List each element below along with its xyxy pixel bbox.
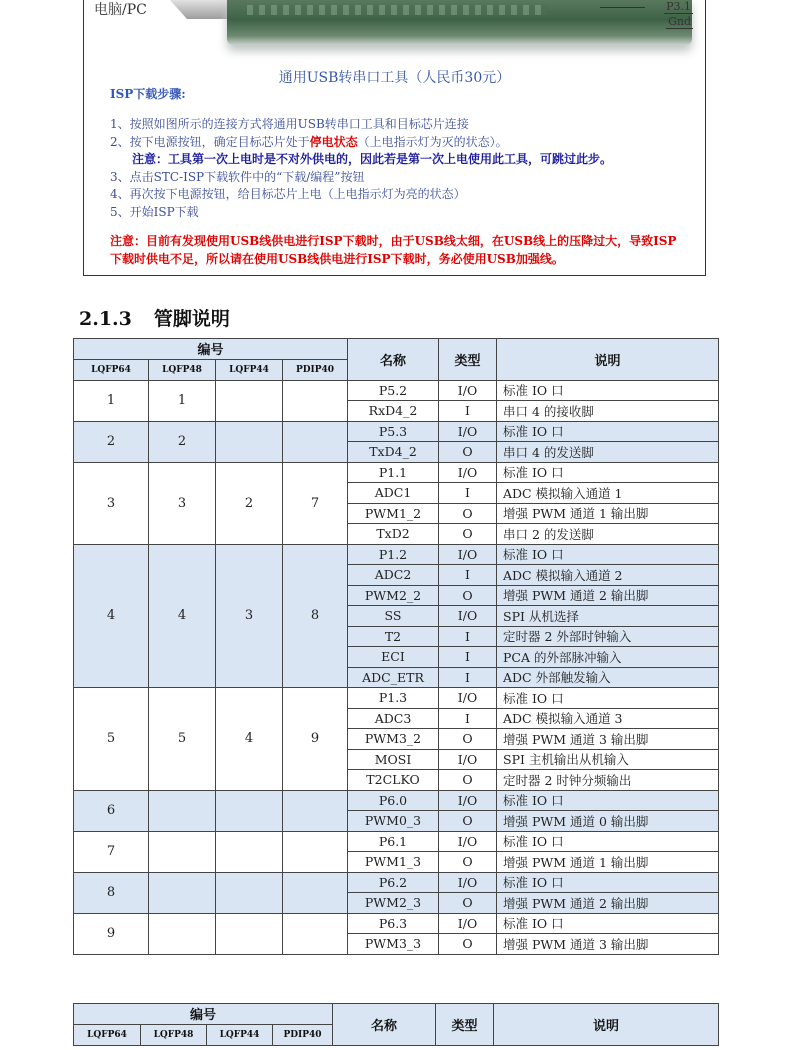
pin-connector-line <box>600 7 645 8</box>
pin-name: PWM1_3 <box>348 852 439 873</box>
pin-description: 增强 PWM 通道 2 输出脚 <box>497 585 719 606</box>
pin-name: ADC_ETR <box>348 667 439 688</box>
pin-number-lqfp44: 2 <box>216 462 283 544</box>
pin-type: I/O <box>439 421 497 442</box>
step-1: 1、按照如图所示的连接方式将通用USB转串口工具和目标芯片连接 <box>110 117 469 131</box>
pin-number-lqfp44: 3 <box>216 544 283 688</box>
pin-name: RxD4_2 <box>348 401 439 422</box>
pin-number-lqfp48 <box>149 831 216 872</box>
pin-type: O <box>439 934 497 955</box>
table-row <box>74 462 719 483</box>
pin-type: I <box>439 708 497 729</box>
pin-name: SS <box>348 606 439 627</box>
pin-description: 增强 PWM 通道 3 输出脚 <box>497 729 719 750</box>
pin-number-pdip40 <box>283 790 348 831</box>
pin-description: 定时器 2 外部时钟输入 <box>497 626 719 647</box>
step-2: 2、按下电源按钮，确定目标芯片处于停电状态（上电指示灯为灭的状态）。 <box>110 134 508 149</box>
pin-type: I/O <box>439 913 497 934</box>
pin-description: ADC 外部触发输入 <box>497 667 719 688</box>
pin-number-pdip40: 7 <box>283 462 348 544</box>
step-2-note: 注意：工具第一次上电时是不对外供电的，因此若是第一次上电使用此工具，可跳过此步。 <box>132 152 613 166</box>
pin-name: TxD4_2 <box>348 442 439 463</box>
pin-name: PWM3_3 <box>348 934 439 955</box>
pin-table-body <box>74 380 719 954</box>
pin-type: I <box>439 565 497 586</box>
pin-number-lqfp44 <box>216 790 283 831</box>
pin-description: 标准 IO 口 <box>497 790 719 811</box>
pin-description: ADC 模拟输入通道 3 <box>497 708 719 729</box>
pin-number-lqfp44 <box>216 913 283 954</box>
pin-name: PWM0_3 <box>348 811 439 832</box>
header2-lqfp64: LQFP64 <box>74 1024 141 1045</box>
pin-description: 串口 2 的发送脚 <box>497 524 719 545</box>
header-lqfp48: LQFP48 <box>149 359 216 380</box>
pin-name: ADC2 <box>348 565 439 586</box>
pin-description: 增强 PWM 通道 1 输出脚 <box>497 852 719 873</box>
header2-description: 说明 <box>494 1004 719 1046</box>
pin-type: I <box>439 483 497 504</box>
pin-description: 标准 IO 口 <box>497 913 719 934</box>
pin-number-lqfp64: 3 <box>74 462 149 544</box>
pin-number-lqfp64: 4 <box>74 544 149 688</box>
pin-number-lqfp44 <box>216 831 283 872</box>
header2-lqfp48: LQFP48 <box>141 1024 207 1045</box>
pin-description: 增强 PWM 通道 3 输出脚 <box>497 934 719 955</box>
pin-type: I <box>439 667 497 688</box>
pin-number-pdip40 <box>283 872 348 913</box>
pin-number-lqfp64: 8 <box>74 872 149 913</box>
pin-number-lqfp44 <box>216 421 283 462</box>
table-row <box>74 790 719 811</box>
pin-description: 标准 IO 口 <box>497 380 719 401</box>
pin-name: P5.2 <box>348 380 439 401</box>
pin-description: ADC 模拟输入通道 2 <box>497 565 719 586</box>
header-group-number: 编号 <box>74 339 348 360</box>
pin-description: 标准 IO 口 <box>497 688 719 709</box>
header-lqfp64: LQFP64 <box>74 359 149 380</box>
pin-type: I/O <box>439 544 497 565</box>
pin-type: O <box>439 852 497 873</box>
pin-number-pdip40 <box>283 831 348 872</box>
pin-description: SPI 主机输出从机输入 <box>497 749 719 770</box>
pin-type: I/O <box>439 831 497 852</box>
pin-description: 标准 IO 口 <box>497 462 719 483</box>
isp-steps <box>110 116 612 221</box>
pin-type: O <box>439 524 497 545</box>
pin-type: I/O <box>439 380 497 401</box>
pin-number-lqfp48 <box>149 790 216 831</box>
section-title: 管脚说明 <box>153 308 230 330</box>
usb-tool-photo <box>84 0 705 57</box>
pin-number-pdip40 <box>283 380 348 421</box>
pin-type: I/O <box>439 790 497 811</box>
pin-description: 定时器 2 时钟分频输出 <box>497 770 719 791</box>
pin-number-lqfp48 <box>149 872 216 913</box>
pin-number-pdip40 <box>283 913 348 954</box>
pin-number-lqfp64: 9 <box>74 913 149 954</box>
header-pdip40: PDIP40 <box>283 359 348 380</box>
pin-name: P5.3 <box>348 421 439 442</box>
pin-number-lqfp64: 2 <box>74 421 149 462</box>
table-row <box>74 688 719 709</box>
pin-description: 串口 4 的发送脚 <box>497 442 719 463</box>
header-type: 类型 <box>439 339 497 381</box>
table-row <box>74 380 719 401</box>
pin-number-pdip40: 9 <box>283 688 348 791</box>
pin-gnd-label: Gnd <box>668 15 691 28</box>
pin-p31-label: P3.1 <box>666 0 691 13</box>
table-row <box>74 913 719 934</box>
header2-pdip40: PDIP40 <box>273 1024 333 1045</box>
step-4: 4、再次按下电源按钮，给目标芯片上电（上电指示灯为亮的状态） <box>110 187 466 201</box>
pin-number-lqfp64: 1 <box>74 380 149 421</box>
pin-number-lqfp48: 5 <box>149 688 216 791</box>
pin-type: I/O <box>439 688 497 709</box>
pin-description: 增强 PWM 通道 2 输出脚 <box>497 893 719 914</box>
header-name: 名称 <box>348 339 439 381</box>
pin-number-pdip40 <box>283 421 348 462</box>
pin-name: P1.2 <box>348 544 439 565</box>
pin-name: ADC1 <box>348 483 439 504</box>
pin-number-lqfp44 <box>216 872 283 913</box>
pin-name: PWM3_2 <box>348 729 439 750</box>
pin-description: 标准 IO 口 <box>497 831 719 852</box>
pin-name: P6.2 <box>348 872 439 893</box>
pin-type: I/O <box>439 606 497 627</box>
pin-type: O <box>439 811 497 832</box>
pin-name: TxD2 <box>348 524 439 545</box>
pin-type: O <box>439 585 497 606</box>
step-3: 3、点击STC-ISP下载软件中的“下载/编程”按钮 <box>110 169 365 184</box>
header2-name: 名称 <box>333 1004 436 1046</box>
section-heading <box>79 304 230 331</box>
table-row <box>74 872 719 893</box>
usb-power-warning: 注意：目前有发现使用USB线供电进行ISP下载时，由于USB线太细，在USB线上的压降过大，导致ISP 下载时供电不足，所以请在使用USB线供电进行ISP下载时，务必使用USB加强线。 <box>110 234 677 266</box>
pin-type: I <box>439 401 497 422</box>
pin-number-lqfp64: 7 <box>74 831 149 872</box>
pin-number-lqfp48: 1 <box>149 380 216 421</box>
pin-description: 标准 IO 口 <box>497 544 719 565</box>
pin-type: I <box>439 626 497 647</box>
pin-number-lqfp44: 4 <box>216 688 283 791</box>
tool-caption: 通用USB转串口工具（人民币30元） <box>278 70 511 86</box>
pin-name: PWM1_2 <box>348 503 439 524</box>
table-row <box>74 544 719 565</box>
pin-type: I <box>439 647 497 668</box>
pin-type: I/O <box>439 749 497 770</box>
header2-group-number: 编号 <box>74 1004 333 1025</box>
pin-type: O <box>439 770 497 791</box>
pin-name: PWM2_2 <box>348 585 439 606</box>
pin-type: O <box>439 442 497 463</box>
pin-name: P6.0 <box>348 790 439 811</box>
pc-label: 电脑/PC <box>94 2 147 18</box>
pin-description: 增强 PWM 通道 0 输出脚 <box>497 811 719 832</box>
pin-table-continued-header <box>73 1003 719 1046</box>
pin-name: P1.3 <box>348 688 439 709</box>
pin-number-lqfp48: 3 <box>149 462 216 544</box>
pin-description: SPI 从机选择 <box>497 606 719 627</box>
pin-type: I/O <box>439 872 497 893</box>
pin-name: T2CLKO <box>348 770 439 791</box>
pin-number-lqfp48: 4 <box>149 544 216 688</box>
pin-number-lqfp44 <box>216 380 283 421</box>
header-lqfp44: LQFP44 <box>216 359 283 380</box>
pin-name: P1.1 <box>348 462 439 483</box>
section-number: 2.1.3 <box>79 308 132 330</box>
power-off-highlight: 停电状态 <box>309 134 358 149</box>
pin-name: P6.1 <box>348 831 439 852</box>
pin-name: P6.3 <box>348 913 439 934</box>
pin-description: 串口 4 的接收脚 <box>497 401 719 422</box>
pin-description-table <box>73 338 719 955</box>
pin-name: PWM2_3 <box>348 893 439 914</box>
pin-type: O <box>439 729 497 750</box>
isp-download-box <box>83 0 706 276</box>
header2-lqfp44: LQFP44 <box>207 1024 273 1045</box>
pin-name: ECI <box>348 647 439 668</box>
header-description: 说明 <box>497 339 719 381</box>
pin-name: T2 <box>348 626 439 647</box>
pin-description: PCA 的外部脉冲输入 <box>497 647 719 668</box>
header2-type: 类型 <box>436 1004 494 1046</box>
pin-description: ADC 模拟输入通道 1 <box>497 483 719 504</box>
pin-type: I/O <box>439 462 497 483</box>
step-5: 5、开始ISP下载 <box>110 204 199 219</box>
pin-number-lqfp64: 6 <box>74 790 149 831</box>
pin-number-lqfp48 <box>149 913 216 954</box>
pin-description: 增强 PWM 通道 1 输出脚 <box>497 503 719 524</box>
pin-description: 标准 IO 口 <box>497 421 719 442</box>
pin-number-pdip40: 8 <box>283 544 348 688</box>
steps-title: ISP下载步骤: <box>110 87 186 101</box>
usb-plug-image <box>169 0 229 19</box>
pin-type: O <box>439 893 497 914</box>
pin-name: ADC3 <box>348 708 439 729</box>
pin-number-lqfp48: 2 <box>149 421 216 462</box>
table-row <box>74 831 719 852</box>
table-row <box>74 421 719 442</box>
pin-name: MOSI <box>348 749 439 770</box>
pin-type: O <box>439 503 497 524</box>
pin-number-lqfp64: 5 <box>74 688 149 791</box>
pin-description: 标准 IO 口 <box>497 872 719 893</box>
